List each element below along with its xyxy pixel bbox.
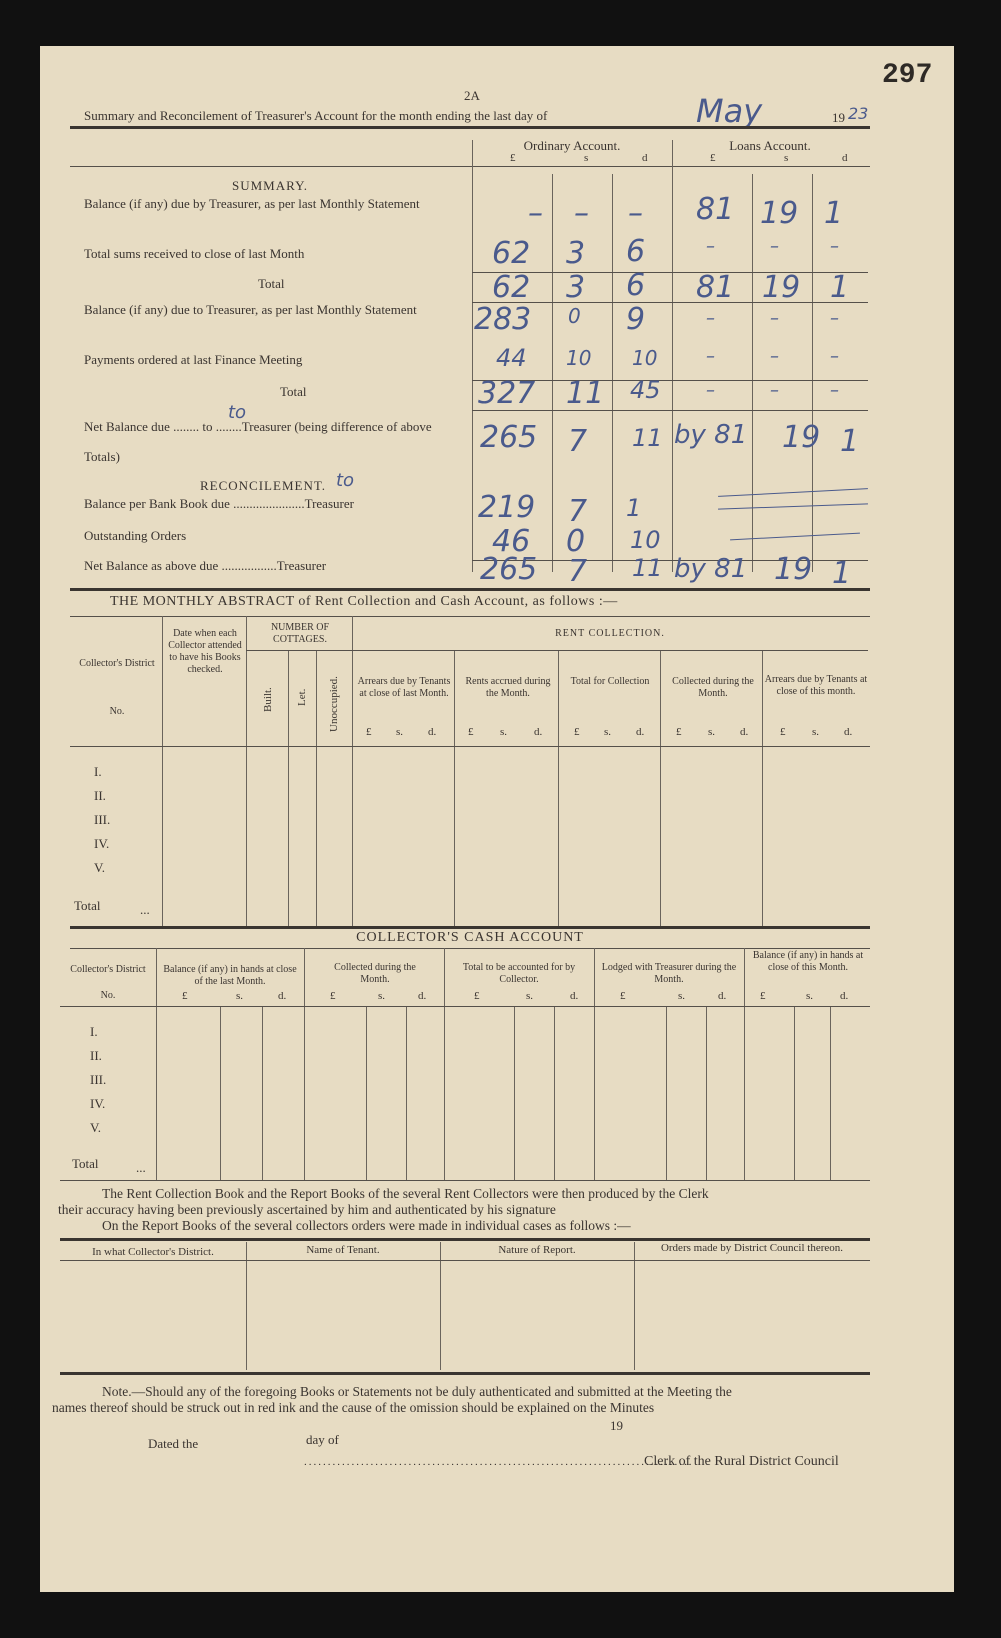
value-cell: – [770, 346, 779, 367]
vline [352, 616, 353, 926]
summary-row-label: Payments ordered at last Finance Meeting [84, 352, 303, 367]
summary-row-label: Net Balance due ........ to ........Treasurer (being difference of above Totals) [84, 419, 432, 464]
col-shillings: s [584, 152, 589, 164]
document-page [40, 46, 954, 1592]
value-cell: – [706, 346, 715, 367]
col-pence-loans: d [842, 152, 848, 164]
rule [70, 948, 870, 949]
value-cell: 3 [566, 270, 586, 305]
total-rule [472, 410, 868, 411]
vline [660, 650, 661, 926]
value-cell: 11 [632, 554, 663, 582]
lsd-label: s. [678, 990, 686, 1002]
col-total-accounted: Total to be accounted for by Collector. [462, 962, 576, 985]
col-collected: Collected during the Month. [672, 676, 754, 699]
value-cell: 19 [782, 420, 821, 455]
value-cell: – [770, 308, 779, 329]
vline [444, 948, 445, 1180]
value-cell: – [706, 236, 715, 257]
lsd-label: d. [534, 726, 543, 738]
year-prefix: 19 [832, 110, 845, 125]
value-cell: 10 [630, 526, 661, 554]
col-pence: d [642, 152, 648, 164]
note-line-1: Note.—Should any of the foregoing Books or Statements not be duly authenticated and submitted at the Meeting the [102, 1384, 732, 1399]
row-label: III. [94, 812, 111, 827]
col-no: No. [109, 706, 125, 717]
value-cell: 265 [480, 420, 538, 455]
rule [70, 616, 870, 617]
lsd-label: £ [182, 990, 188, 1002]
summary-bottom-rule [70, 588, 870, 591]
vline [706, 1006, 707, 1180]
vline [366, 1006, 367, 1180]
vline [156, 948, 157, 1180]
value-cell: 7 [568, 424, 588, 459]
lsd-label: £ [620, 990, 626, 1002]
value-cell: 265 [480, 552, 538, 587]
value-cell: 19 [762, 270, 801, 305]
summary-row-label: Total [280, 384, 307, 399]
handwritten-to: to [228, 402, 247, 423]
vline [246, 616, 247, 926]
value-cell: 11 [566, 376, 605, 411]
col-orders: Orders made by District Council thereon. [660, 1242, 844, 1254]
value-cell: 327 [478, 376, 536, 411]
header-rule [70, 126, 870, 129]
value-cell: 1 [626, 494, 642, 522]
value-cell: 46 [492, 524, 531, 559]
lsd-label: s. [396, 726, 404, 738]
vline [554, 1006, 555, 1180]
value-cell: 11 [632, 424, 663, 452]
row-label: I. [94, 764, 102, 779]
rule [70, 746, 870, 747]
row-label: II. [90, 1048, 102, 1063]
lsd-label: s. [604, 726, 612, 738]
strike-line [718, 488, 868, 497]
value-cell: 45 [630, 376, 661, 404]
col-unoccupied: Unoccupied. [328, 676, 340, 732]
handwritten-year: 23 [848, 104, 869, 123]
summary-vline [672, 140, 673, 572]
day-of-label: day of [306, 1432, 339, 1447]
value-cell: – [830, 346, 839, 367]
lsd-label: £ [574, 726, 580, 738]
lsd-label: £ [366, 726, 372, 738]
total-dots: ... [140, 902, 150, 917]
loans-account-label: Loans Account. [729, 138, 811, 153]
rule [60, 1180, 870, 1181]
lsd-label: £ [330, 990, 336, 1002]
col-tenant-name: Name of Tenant. [306, 1244, 380, 1256]
col-balance-this: Balance (if any) in hands at close of this Month. [752, 950, 864, 973]
value-cell: – [830, 236, 839, 257]
value-cell: by 81 [674, 420, 748, 450]
total-rule [472, 272, 868, 273]
lsd-label: d. [740, 726, 749, 738]
strike-line [718, 503, 868, 509]
footer-year: 19 [610, 1418, 623, 1433]
total-label: Total [74, 898, 101, 913]
lsd-label: £ [676, 726, 682, 738]
value-cell: – [830, 380, 839, 401]
vline [762, 650, 763, 926]
vline [454, 650, 455, 926]
value-cell: 219 [478, 490, 536, 525]
rule [246, 650, 352, 651]
value-cell: 1 [832, 556, 852, 591]
value-cell: 44 [496, 344, 527, 372]
vline [304, 948, 305, 1180]
value-cell: – [770, 380, 779, 401]
summary-title: SUMMARY. [232, 178, 309, 193]
col-pounds-loans: £ [710, 152, 716, 164]
row-label: IV. [94, 836, 110, 851]
value-cell: 3 [566, 236, 586, 271]
value-cell: – [528, 196, 543, 231]
page-code: 2A [464, 88, 480, 103]
rent-abstract-title: THE MONTHLY ABSTRACT of Rent Collection and Cash Account, as follows :— [110, 594, 618, 609]
ordinary-account-label: Ordinary Account. [523, 138, 621, 153]
rule [60, 1372, 870, 1375]
value-cell: – [628, 196, 643, 231]
col-balance-last: Balance (if any) in hands at close of the last Month. [163, 964, 297, 987]
lsd-label: £ [780, 726, 786, 738]
summary-row-label: Balance per Bank Book due ......................Treasurer [84, 496, 354, 511]
col-report-district: In what Collector's District. [92, 1246, 214, 1258]
lsd-label: d. [718, 990, 727, 1002]
value-cell: by 81 [674, 554, 748, 584]
summary-row-label: Total [258, 276, 285, 291]
col-district: Collector's District [79, 658, 155, 669]
value-cell: – [770, 236, 779, 257]
value-cell: 81 [696, 270, 735, 305]
summary-row-label: Net Balance as above due .................Treasurer [84, 558, 327, 573]
report-para-2: their accuracy having been previously ascertained by him and authenticated by his signature [58, 1202, 556, 1217]
summary-vline [812, 174, 813, 572]
lsd-label: s. [708, 726, 716, 738]
lsd-label: s. [526, 990, 534, 1002]
vline [262, 1006, 263, 1180]
value-cell: 10 [632, 346, 658, 370]
value-cell: – [706, 308, 715, 329]
rule [60, 1006, 870, 1007]
vline [744, 948, 745, 1180]
summary-row-label: Outstanding Orders [84, 528, 187, 543]
handwritten-month: May [696, 92, 763, 130]
vline [162, 616, 163, 926]
handwritten-to: to [336, 470, 355, 491]
summary-header-rule [70, 166, 870, 167]
rule [70, 926, 870, 929]
col-cottages: NUMBER OF COTTAGES. [270, 622, 330, 645]
signature-dots: .................................................................................. [304, 1456, 694, 1468]
row-label: V. [90, 1120, 101, 1135]
col-shillings-loans: s [784, 152, 789, 164]
value-cell: 7 [568, 494, 588, 529]
value-cell: 9 [626, 302, 646, 337]
value-cell: 10 [566, 346, 592, 370]
row-label: IV. [90, 1096, 106, 1111]
lsd-label: d. [570, 990, 579, 1002]
col-lodged: Lodged with Treasurer during the Month. [601, 962, 737, 985]
summary-row-label: Balance (if any) due to Treasurer, as per last Monthly Statement [84, 302, 417, 317]
value-cell: – [706, 380, 715, 401]
reconcilement-title: RECONCILEMENT. [200, 478, 327, 493]
rule [60, 1260, 870, 1261]
col-date: Date when each Collector attended to have his Books checked. [168, 628, 242, 675]
value-cell: 19 [760, 196, 799, 231]
dated-label: Dated the [148, 1436, 199, 1451]
rule [352, 650, 868, 651]
vline [440, 1242, 441, 1370]
vline [514, 1006, 515, 1180]
row-label: I. [90, 1024, 98, 1039]
summary-vline [472, 140, 473, 572]
lsd-label: £ [474, 990, 480, 1002]
summary-row-label: Balance (if any) due by Treasurer, as per last Monthly Statement [84, 196, 420, 211]
vline [220, 1006, 221, 1180]
vline [666, 1006, 667, 1180]
value-cell: – [574, 196, 589, 231]
lsd-label: s. [812, 726, 820, 738]
value-cell: 7 [568, 554, 588, 589]
summary-vline [612, 174, 613, 572]
col-report-nature: Nature of Report. [498, 1244, 576, 1256]
rule [60, 1238, 870, 1241]
summary-vline [552, 174, 553, 572]
value-cell: 0 [566, 524, 586, 559]
total-rule [472, 302, 868, 303]
lsd-label: d. [428, 726, 437, 738]
vline [558, 650, 559, 926]
note-line-2: names thereof should be struck out in red ink and the cause of the omission should be explained on the Minutes [52, 1400, 655, 1415]
col-no: No. [100, 990, 116, 1001]
value-cell: 1 [840, 424, 860, 459]
value-cell: 6 [626, 268, 646, 303]
vline [830, 1006, 831, 1180]
total-label: Total [72, 1156, 99, 1171]
row-label: V. [94, 860, 105, 875]
clerk-label: Clerk of the Rural District Council [644, 1454, 839, 1469]
col-rents-accrued: Rents accrued during the Month. [465, 676, 551, 699]
vline [316, 650, 317, 926]
lsd-label: s. [236, 990, 244, 1002]
header-title: Summary and Reconcilement of Treasurer's Account for the month ending the last day of [84, 108, 548, 123]
strike-line [730, 533, 860, 541]
vline [594, 948, 595, 1180]
summary-vline [752, 174, 753, 572]
cash-account-title: COLLECTOR'S CASH ACCOUNT [356, 930, 584, 945]
col-built: Built. [262, 687, 274, 712]
value-cell: 19 [774, 552, 813, 587]
col-let: Let. [296, 688, 308, 706]
col-arrears-last: Arrears due by Tenants at close of last Month. [357, 676, 451, 699]
rent-collection-title: RENT COLLECTION. [555, 628, 665, 639]
page-number: 297 [882, 60, 933, 91]
vline [246, 1242, 247, 1370]
row-label: III. [90, 1072, 107, 1087]
total-dots: ... [136, 1160, 146, 1175]
col-collected: Collected during the Month. [334, 962, 416, 985]
value-cell: 283 [474, 302, 532, 337]
value-cell: – [830, 308, 839, 329]
lsd-label: d. [418, 990, 427, 1002]
col-arrears-this: Arrears due by Tenants at close of this month. [764, 674, 868, 697]
lsd-label: s. [806, 990, 814, 1002]
col-total-collection: Total for Collection [570, 676, 650, 687]
lsd-label: d. [840, 990, 849, 1002]
col-pounds: £ [510, 152, 516, 164]
report-para-1: The Rent Collection Book and the Report Books of the several Rent Collectors were then produced by the Clerk [102, 1186, 709, 1201]
value-cell: 1 [830, 270, 850, 305]
lsd-label: £ [468, 726, 474, 738]
value-cell: 1 [824, 196, 844, 231]
lsd-label: s. [500, 726, 508, 738]
vline [634, 1242, 635, 1370]
value-cell: 62 [492, 236, 531, 271]
lsd-label: £ [760, 990, 766, 1002]
lsd-label: d. [278, 990, 287, 1002]
lsd-label: d. [636, 726, 645, 738]
col-district: Collector's District [70, 964, 146, 975]
lsd-label: s. [378, 990, 386, 1002]
value-cell: 6 [626, 234, 646, 269]
value-cell: 81 [696, 192, 735, 227]
summary-row-label: Total sums received to close of last Month [84, 246, 305, 261]
vline [794, 1006, 795, 1180]
vline [288, 650, 289, 926]
lsd-label: d. [844, 726, 853, 738]
value-cell: 62 [492, 270, 531, 305]
report-para-3: On the Report Books of the several collectors orders were made in individual cases as follows :— [102, 1218, 631, 1233]
vline [406, 1006, 407, 1180]
row-label: II. [94, 788, 106, 803]
value-cell: 0 [568, 304, 581, 328]
